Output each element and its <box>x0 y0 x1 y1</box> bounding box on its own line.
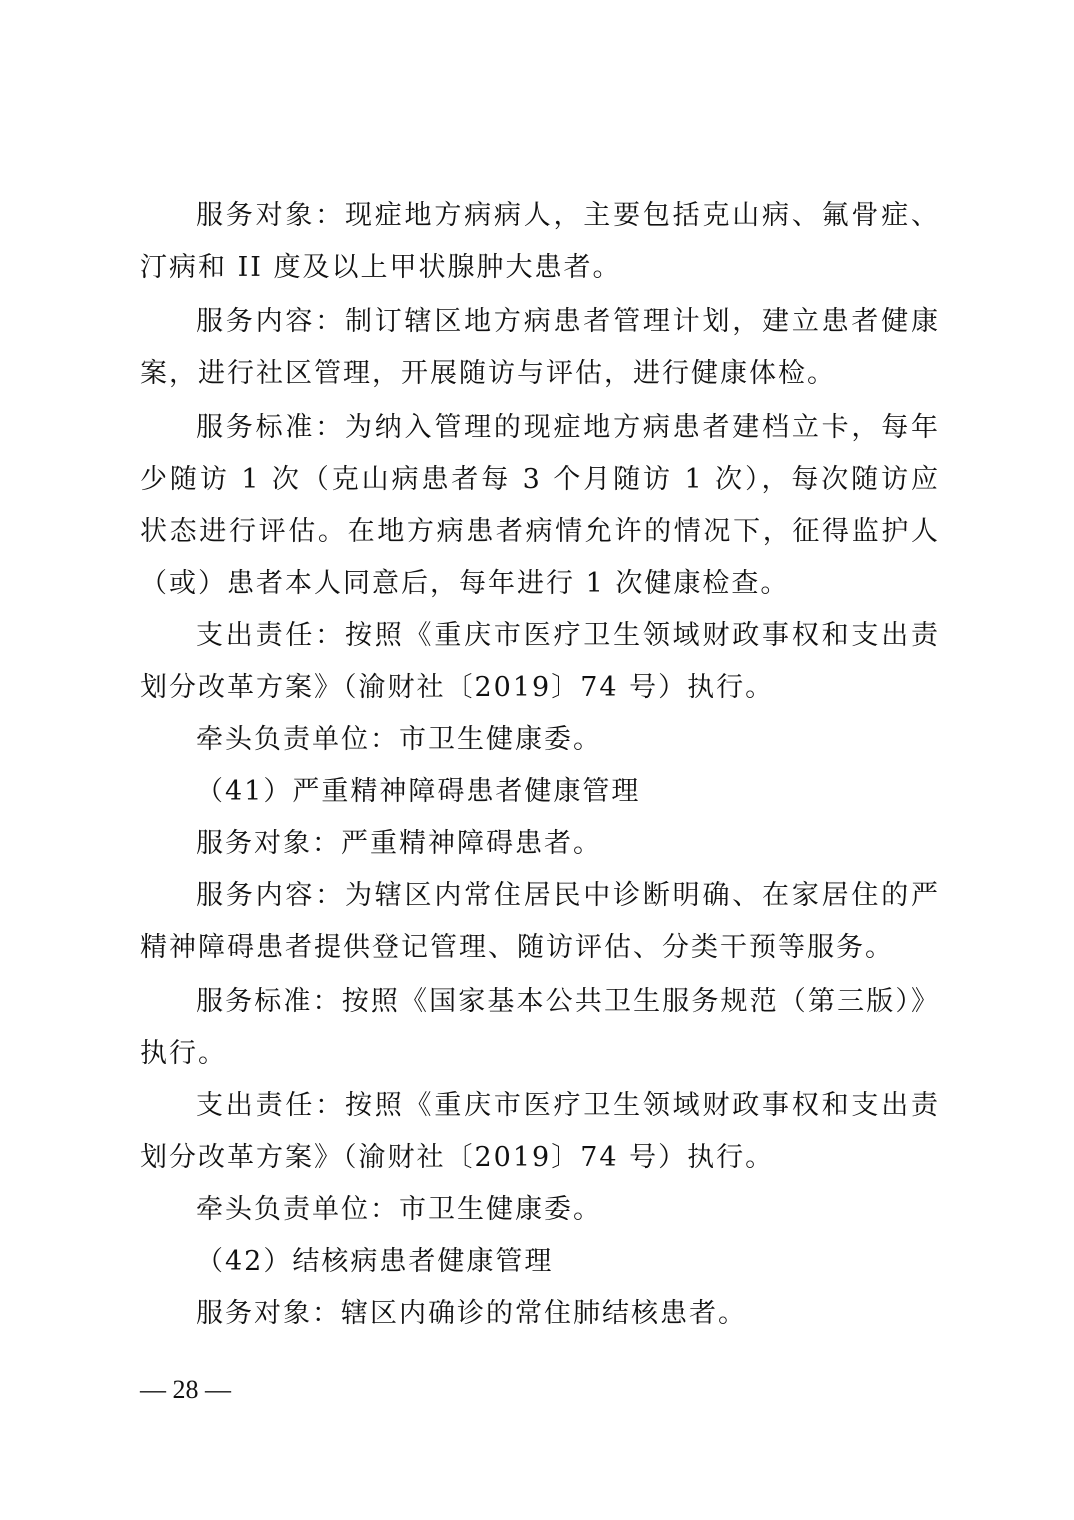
paragraph-text: 牵头负责单位：市卫生健康委。 <box>196 1194 602 1225</box>
paragraph-text: 服务标准：为纳入管理的现症地方病患者建档立卡，每年 <box>196 412 940 443</box>
paragraph-text: 精神障碍患者提供登记管理、随访评估、分类干预等服务。 <box>140 932 894 963</box>
paragraph-text: 服务对象：严重精神障碍患者。 <box>196 828 602 859</box>
paragraph-text: （或）患者本人同意后，每年进行 1 次健康检查。 <box>140 568 790 599</box>
paragraph-text: 支出责任：按照《重庆市医疗卫生领域财政事权和支出责 <box>196 620 940 651</box>
paragraph-text: 案，进行社区管理，开展随访与评估，进行健康体检。 <box>140 358 836 389</box>
paragraph-text: 少随访 1 次（克山病患者每 3 个月随访 1 次），每次随访应 <box>140 464 940 495</box>
paragraph-text: 执行。 <box>140 1038 227 1069</box>
paragraph-text: 支出责任：按照《重庆市医疗卫生领域财政事权和支出责 <box>196 1090 940 1121</box>
paragraph-text: 服务对象：现症地方病病人，主要包括克山病、氟骨症、 <box>196 200 940 231</box>
paragraph-text: 牵头负责单位：市卫生健康委。 <box>196 724 602 755</box>
paragraph-text: 划分改革方案》（渝财社〔2019〕74 号）执行。 <box>140 1142 775 1173</box>
paragraph-text: 汀病和 II 度及以上甲状腺肿大患者。 <box>140 252 622 283</box>
paragraph-text: 划分改革方案》（渝财社〔2019〕74 号）执行。 <box>140 672 775 703</box>
section-heading: （42）结核病患者健康管理 <box>196 1246 554 1277</box>
paragraph-text: 状态进行评估。在地方病患者病情允许的情况下，征得监护人 <box>140 516 940 547</box>
page-number: — 28 — <box>140 1375 231 1404</box>
paragraph-text: 服务内容：为辖区内常住居民中诊断明确、在家居住的严 <box>196 880 940 911</box>
paragraph-text: 服务标准：按照《国家基本公共卫生服务规范（第三版）》 <box>196 986 940 1017</box>
paragraph-text: 服务对象：辖区内确诊的常住肺结核患者。 <box>196 1298 747 1329</box>
paragraph-text: 服务内容：制订辖区地方病患者管理计划，建立患者健康 <box>196 306 940 337</box>
section-heading: （41）严重精神障碍患者健康管理 <box>196 776 641 807</box>
